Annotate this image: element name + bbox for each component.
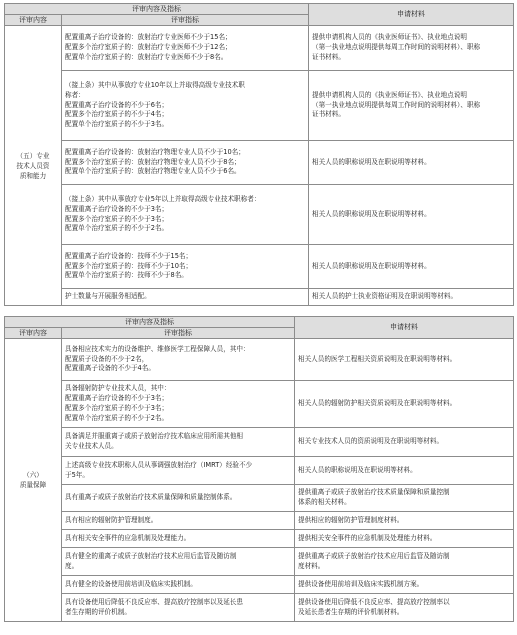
- table-row: [5, 141, 514, 185]
- material-cell: 相关人员的职称说明及在职说明等材料。: [295, 457, 514, 485]
- material-cell: 提供重离子或质子放射治疗技术质量保障和质量控制 体系的相关材料。: [295, 485, 514, 512]
- header-content: 评审内容: [5, 15, 62, 26]
- table-row: [5, 548, 514, 576]
- table-row: [5, 576, 514, 594]
- material-cell: 提供相应的辐射防护管理制度材料。: [295, 512, 514, 530]
- indicator-cell: 上述高级专业技术职称人员从事调强放射治疗（IMRT）经验不少 于5年。: [62, 457, 295, 485]
- table-row: [5, 71, 514, 141]
- indicator-cell: 配置重离子治疗设备的：技师不少于15名； 配置多个治疗室质子的：技师不少于10名； 配置单个治疗室质子的：技师不少于8名。: [62, 245, 309, 289]
- header-material: 申请材料: [295, 317, 514, 339]
- material-cell: 提供重离子或质子放射治疗技术应用后监管及随访制 度材料。: [295, 548, 514, 576]
- indicator-cell: （接上条）其中从事放疗专业5年以上并取得高级专业技术职称者： 配置重离子治疗设备的不少于3名； 配置多个治疗室质子的不少于3名； 配置单个治疗室质子的不少于2名。: [62, 185, 309, 245]
- material-cell: 相关人员的医学工程相关资质说明及在职说明等材料。: [295, 339, 514, 381]
- header-indicator: 评审指标: [62, 15, 309, 26]
- material-cell: 提供设备使用后降低不良反应率、提高放疗控制率以 及延长患者生存期的评价机制材料。: [295, 594, 514, 622]
- indicator-cell: （接上条）其中从事放疗专业10年以上并取得高级专业技术职 称者： 配置重离子治疗设备的不少于6名； 配置多个治疗室质子的不少于4名； 配置单个治疗室质子的不少于3名。: [62, 71, 309, 141]
- indicator-cell: 具有相应的辐射防护管理制度。: [62, 512, 295, 530]
- header-indicator: 评审指标: [62, 328, 295, 339]
- table-row: [5, 245, 514, 289]
- material-cell: 提供申请机构人员的《执业医师证书》、执业地点说明 （第一执业地点说明提供每周工作时间的说明材料）、职称 证书材料。: [309, 71, 514, 141]
- table-row: [5, 339, 514, 381]
- indicator-cell: 护士数量与开展服务相适配。: [62, 289, 309, 306]
- material-cell: 相关人员的职称说明及在职说明等材料。: [309, 141, 514, 185]
- table-row: [5, 512, 514, 530]
- indicator-cell: 具有健全的设备使用前培训及临床实践机制。: [62, 576, 295, 594]
- table-row: [5, 381, 514, 428]
- header-group-label: 评审内容及指标: [5, 317, 295, 328]
- table-row: [5, 457, 514, 485]
- indicator-cell: 具有健全的重离子或质子放射治疗技术应用后监管及随访制 度。: [62, 548, 295, 576]
- review-table-2: [4, 316, 514, 622]
- table-row: [5, 289, 514, 306]
- table-row: [5, 530, 514, 548]
- header-group-label: 评审内容及指标: [5, 4, 309, 15]
- material-cell: 相关人员的职称说明及在职说明等材料。: [309, 185, 514, 245]
- header-material: 申请材料: [309, 4, 514, 26]
- indicator-cell: 具有相关安全事件的应急机制及处理能力。: [62, 530, 295, 548]
- material-cell: 提供相关安全事件的应急机制及处理能力材料。: [295, 530, 514, 548]
- material-cell: 提供设备使用前培训及临床实践机制方案。: [295, 576, 514, 594]
- material-cell: 相关专业技术人员的资质说明及在职说明等材料。: [295, 428, 514, 457]
- header-content: 评审内容: [5, 328, 62, 339]
- material-cell: 相关人员的护士执业资格证明及在职说明等材料。: [309, 289, 514, 306]
- material-cell: 相关人员的辐射防护相关资质说明及在职说明等材料。: [295, 381, 514, 428]
- indicator-cell: 具有设备使用后降低不良反应率、提高放疗控制率以及延长患 者生存期的评价机制。: [62, 594, 295, 622]
- table-row: [5, 185, 514, 245]
- material-cell: 相关人员的职称说明及在职说明等材料。: [309, 245, 514, 289]
- table-row: [5, 428, 514, 457]
- material-cell: 提供申请机构人员的《执业医师证书》、执业地点说明 （第一执业地点说明提供每周工作时间的说明材料）、职称 证书材料。: [309, 26, 514, 71]
- table-row: [5, 594, 514, 622]
- indicator-cell: 具备满足并服重离子或质子放射治疗技术临床应用所需其他相 关专业技术人员。: [62, 428, 295, 457]
- indicator-cell: 配置重离子治疗设备的：放射治疗物理专业人员不少于10名； 配置多个治疗室质子的：放射治疗物理专业人员不少于8名； 配置单个治疗室质子的：放射治疗物理专业人员不少于6名。: [62, 141, 309, 185]
- indicator-cell: 具备相应技术实力的设备维护、维修医学工程保障人员，其中： 配置质子设备的不少于2名， 配置重离子设备的不少于4名。: [62, 339, 295, 381]
- indicator-cell: 具备辐射防护专业技术人员，其中： 配置重离子治疗设备的不少于3名； 配置多个治疗室质子的不少于3名； 配置单个治疗室质子的不少于2名。: [62, 381, 295, 428]
- table-row: [5, 26, 514, 71]
- indicator-cell: 具有重离子或质子放射治疗技术质量保障和质量控制体系。: [62, 485, 295, 512]
- category-cell: （五）专业 技术人员资 质和能力: [5, 26, 62, 306]
- review-table-1: [4, 3, 514, 306]
- table-row: [5, 485, 514, 512]
- indicator-cell: 配置重离子治疗设备的：放射治疗专业医师不少于15名； 配置多个治疗室质子的：放射治疗专业医师不少于12名； 配置单个治疗室质子的：放射治疗专业医师不少于8名。: [62, 26, 309, 71]
- category-cell: （六） 质量保障: [5, 339, 62, 622]
